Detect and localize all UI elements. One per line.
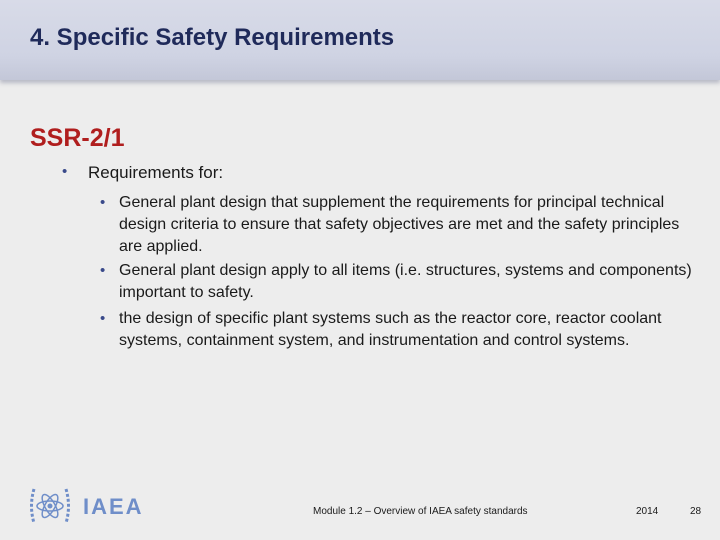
bullet-icon: • xyxy=(100,262,106,279)
bullet-icon: • xyxy=(100,194,106,211)
slide-subtitle: SSR-2/1 xyxy=(30,124,125,152)
subbullet-item-2 xyxy=(100,260,700,304)
iaea-emblem-icon xyxy=(32,489,69,523)
subbullet-text-1: General plant design that supplement the requirements for principal technical design criteria to ensure that safety objectives are met and the safety principles are applied. xyxy=(119,194,680,255)
logo-text: IAEA xyxy=(83,494,144,519)
subbullet-text-2: General plant design apply to all items (i.e. structures, systems and components) important to safety. xyxy=(119,262,692,301)
bullet-icon: • xyxy=(100,310,106,327)
iaea-logo xyxy=(28,483,158,529)
slide-title: 4. Specific Safety Requirements xyxy=(30,24,395,51)
subbullet-text-3: the design of specific plant systems such as the reactor core, reactor coolant systems, containment system, and instrumentation and control systems. xyxy=(119,310,662,349)
subbullet-item-3 xyxy=(100,308,700,352)
bullet-text: Requirements for: xyxy=(88,163,224,182)
bullet-icon: • xyxy=(62,163,68,180)
footer-year: 2014 xyxy=(636,506,659,517)
slide-header xyxy=(0,0,720,80)
footer-module: Module 1.2 – Overview of IAEA safety standards xyxy=(313,506,528,517)
page-number: 28 xyxy=(690,506,702,517)
subbullet-item-1 xyxy=(100,192,700,258)
